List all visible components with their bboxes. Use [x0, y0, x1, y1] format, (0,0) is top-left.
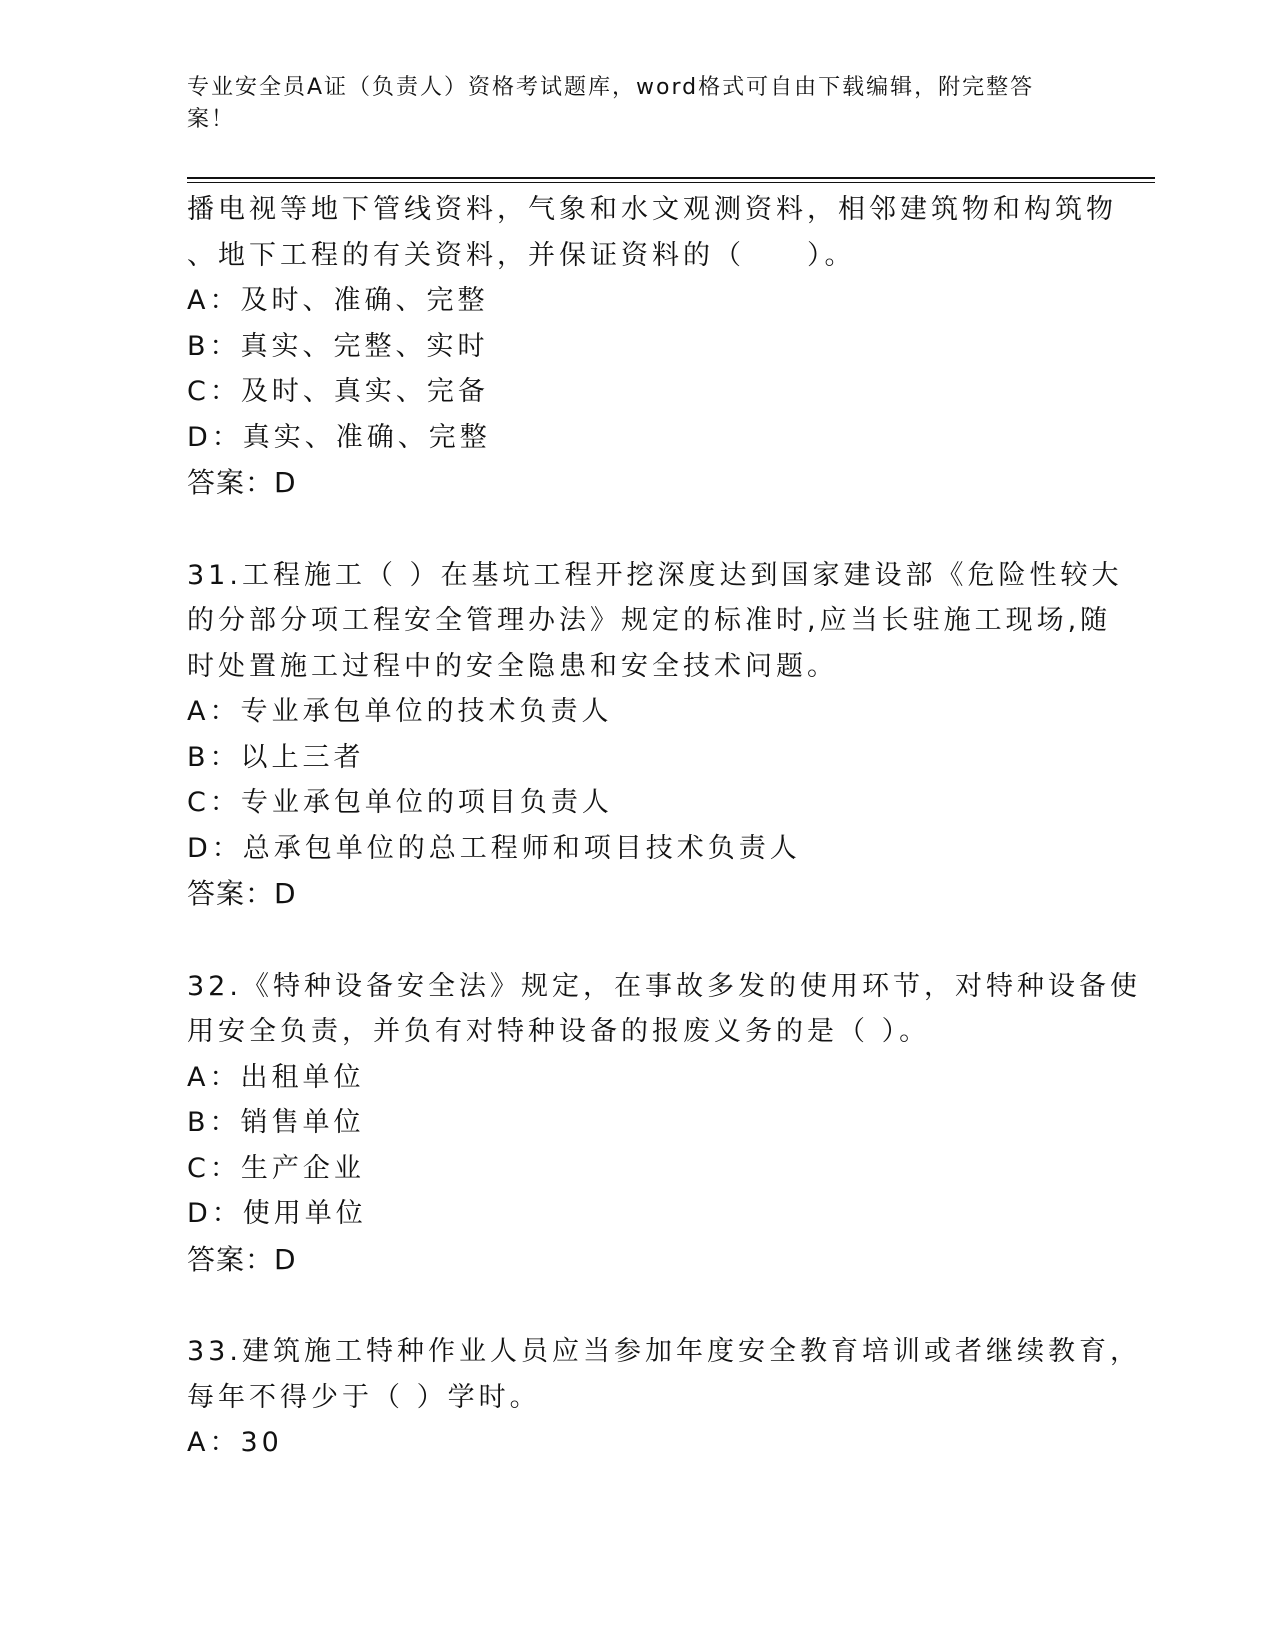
question-stem-line: 的分部分项工程安全管理办法》规定的标准时,应当长驻施工现场,随	[187, 605, 1112, 636]
question-stem-line: 、地下工程的有关资料，并保证资料的（ ）。	[187, 239, 856, 271]
option-c: C：专业承包单位的项目负责人	[187, 787, 613, 818]
page-header	[187, 72, 1067, 136]
option-a: A：出租单位	[187, 1061, 365, 1093]
header-line-2: 案！	[187, 107, 236, 132]
question-stem-line: 用安全负责，并负有对特种设备的报废义务的是（ ）。	[187, 1016, 931, 1047]
question-stem-line: 32.《特种设备安全法》规定，在事故多发的使用环节，对特种设备使	[187, 970, 1141, 1002]
question-stem-line: 33.建筑施工特种作业人员应当参加年度安全教育培训或者继续教育，	[187, 1336, 1141, 1367]
option-d: D：总承包单位的总工程师和项目技术负责人	[187, 832, 801, 864]
question-stem-line: 播电视等地下管线资料，气象和水文观测资料，相邻建筑物和构筑物	[187, 194, 1117, 225]
header-divider-thin	[187, 182, 1155, 183]
question-stem-line: 每年不得少于（ ）学时。	[187, 1381, 541, 1413]
question-stem-line: 时处置施工过程中的安全隐患和安全技术问题。	[187, 650, 838, 682]
option-b: B：真实、完整、实时	[187, 330, 489, 362]
option-a: A：专业承包单位的技术负责人	[187, 696, 613, 727]
header-divider-thick	[187, 177, 1155, 179]
answer-line: 答案：D	[187, 877, 297, 910]
header-line-1: 专业安全员A证（负责人）资格考试题库，word格式可自由下载编辑，附完整答	[187, 75, 1035, 100]
question-31	[187, 553, 1123, 917]
answer-line: 答案：D	[187, 1242, 297, 1276]
question-stem-line: 31.工程施工（ ）在基坑工程开挖深度达到国家建设部《危险性较大	[187, 559, 1123, 591]
question-list	[187, 187, 1141, 1466]
answer-line: 答案：D	[187, 466, 297, 499]
question-spacer	[187, 917, 1087, 964]
option-a: A：30	[187, 1427, 283, 1458]
option-c: C：生产企业	[187, 1152, 365, 1184]
option-b: B：销售单位	[187, 1107, 365, 1138]
question-spacer	[187, 506, 1087, 553]
option-a: A：及时、准确、完整	[187, 285, 489, 316]
option-d: D：使用单位	[187, 1198, 367, 1229]
option-c: C：及时、真实、完备	[187, 376, 489, 407]
question-spacer	[187, 1282, 1087, 1329]
option-b: B：以上三者	[187, 741, 365, 773]
option-d: D：真实、准确、完整	[187, 421, 491, 453]
question-30	[187, 187, 1117, 506]
question-33	[187, 1329, 1141, 1466]
question-32	[187, 964, 1141, 1283]
